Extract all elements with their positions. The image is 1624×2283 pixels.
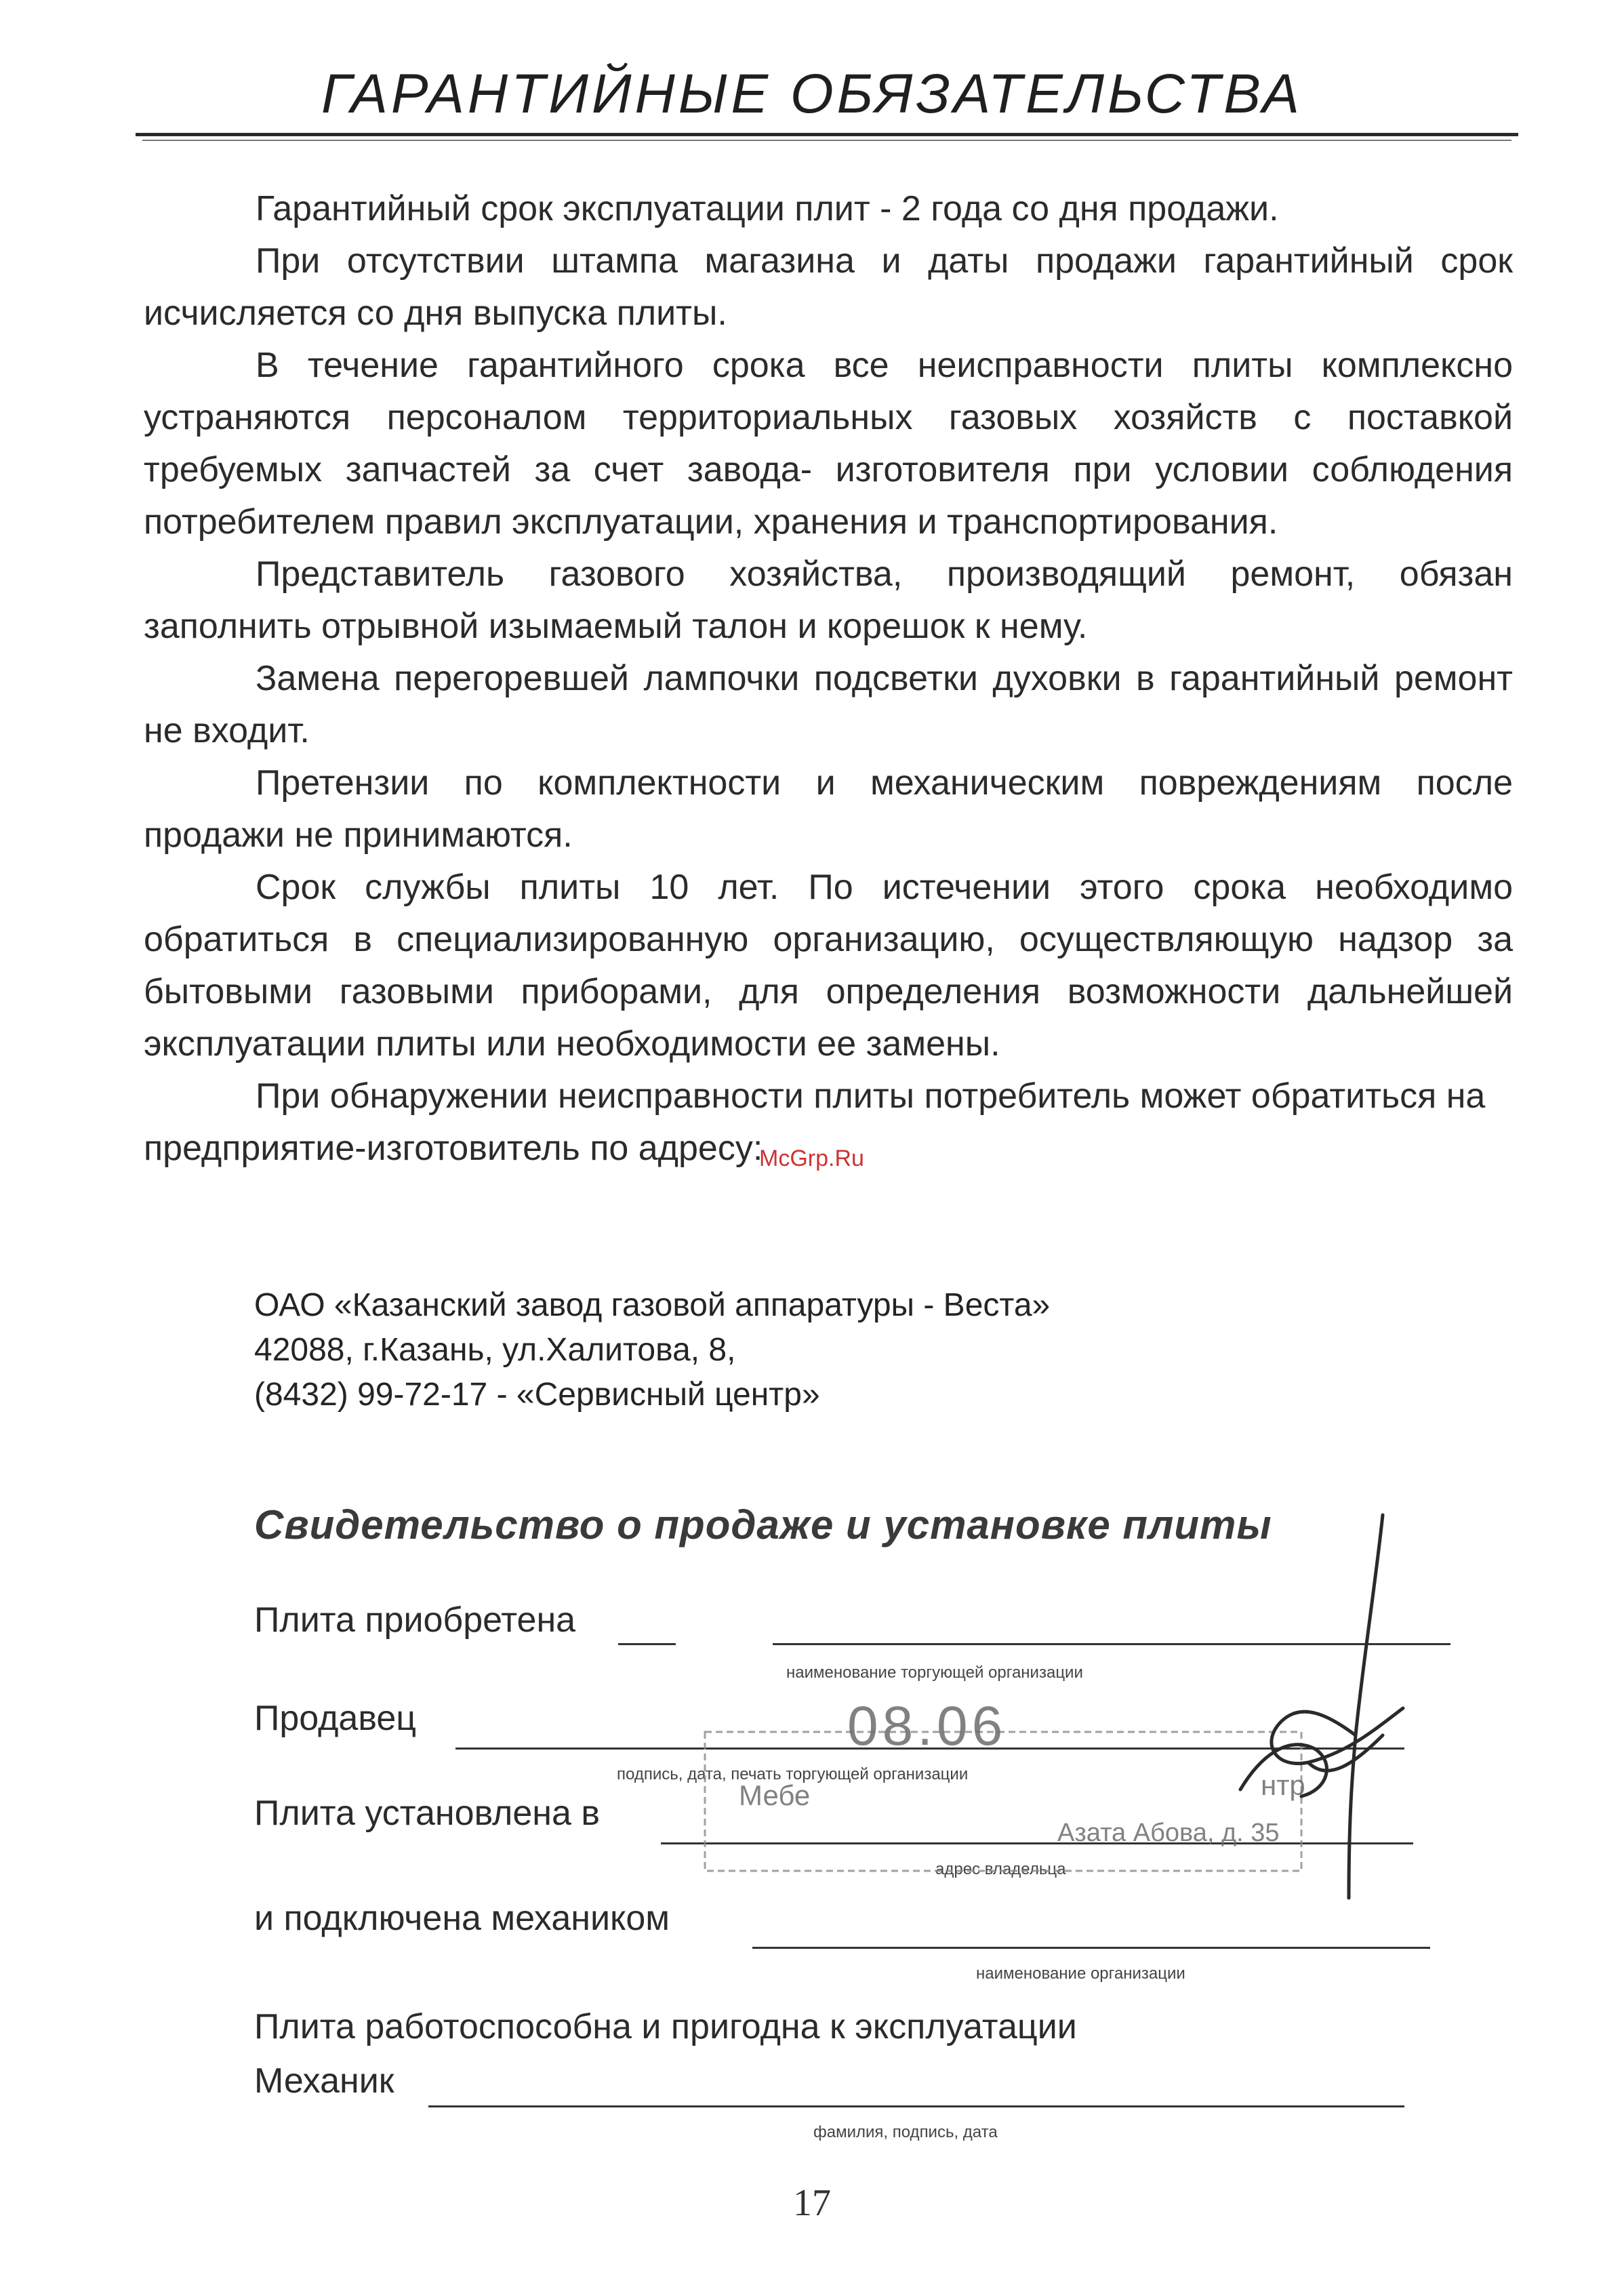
- paragraph-oven-lamp: Замена перегоревшей лампочки подсветки духовки в гарантийный ремонт не входит.: [144, 659, 1513, 750]
- installed-line: [661, 1842, 1413, 1844]
- paragraph-claims: Претензии по комплектности и механическим повреждениям после продажи не принимаются.: [144, 763, 1513, 855]
- stamp-text-right: нтр: [1261, 1769, 1305, 1801]
- seller-label: Продавец: [254, 1699, 417, 1738]
- watermark: McGrp.Ru: [759, 1146, 864, 1171]
- paragraph-repairs: В течение гарантийного срока все неисправности плиты комплексно устраняются персоналом территориальных газовых хозяйств с поставкой требуемых запчастей за счет завода- изготовителя при условии соблюдения потребителем правил эксплуатации, хранения и транспортирования.: [144, 346, 1513, 542]
- paragraph-gas-service: Представитель газового хозяйства, производящий ремонт, обязан заполнить отрывной изымаемый талон и корешок к нему.: [144, 554, 1513, 646]
- installed-label: Плита установлена в: [254, 1794, 600, 1833]
- warranty-text: [144, 183, 1513, 1175]
- purchased-line: [773, 1643, 1450, 1645]
- installed-caption: адрес владельца: [935, 1860, 1066, 1878]
- paragraph-no-stamp: При отсутствии штампа магазина и даты продажи гарантийный срок исчисляется со дня выпуска плиты.: [144, 241, 1513, 333]
- paragraph-service-life: Срок службы плиты 10 лет. По истечении этого срока необходимо обратиться в специализированную организацию, осуществляющую надзор за бытовыми газовыми приборами, для определения возможности дальнейшей эксплуатации плиты или необходимости ее замены.: [144, 868, 1513, 1064]
- mechanic-label: Механик: [254, 2061, 394, 2101]
- seller-caption: подпись, дата, печать торгующей организации: [617, 1765, 969, 1783]
- certificate-heading: Свидетельство о продаже и установке плиты: [254, 1502, 1272, 1548]
- paragraph-warranty-period: Гарантийный срок эксплуатации плит - 2 года со дня продажи.: [256, 189, 1279, 228]
- stamp-text-left: Мебе: [739, 1779, 811, 1811]
- stamp-date: 08.06: [847, 1695, 1007, 1757]
- title-underline-thin: [142, 140, 1511, 141]
- connected-line: [752, 1947, 1430, 1949]
- purchased-label: Плита приобретена: [254, 1600, 576, 1640]
- manufacturer-address: [254, 1283, 1406, 1417]
- street-address: 42088, г.Казань, ул.Халитова, 8,: [254, 1332, 736, 1368]
- connected-label: и подключена механиком: [254, 1899, 670, 1938]
- purchased-caption: наименование торгующей организации: [786, 1663, 1083, 1682]
- company-name: ОАО «Казанский завод газовой аппаратуры - Веста»: [254, 1287, 1051, 1323]
- purchased-line-short: [618, 1643, 676, 1645]
- page-title: ГАРАНТИЙНЫЕ ОБЯЗАТЕЛЬСТВА: [321, 63, 1303, 125]
- mechanic-line: [428, 2105, 1404, 2107]
- mechanic-caption: фамилия, подпись, дата: [813, 2123, 998, 2141]
- paragraph-contact-manufacturer: При обнаружении неисправности плиты потребитель может обратиться на предприятие-изготовитель по адресу:: [144, 1076, 1486, 1168]
- stamp-address: Азата Абова, д. 35: [1057, 1819, 1280, 1847]
- title-underline: [136, 133, 1518, 136]
- page-number: 17: [793, 2182, 831, 2224]
- working-statement: Плита работоспособна и пригодна к эксплуатации: [254, 2007, 1077, 2046]
- connected-caption: наименование организации: [976, 1964, 1185, 1983]
- service-phone: (8432) 99-72-17 - «Сервисный центр»: [254, 1377, 820, 1413]
